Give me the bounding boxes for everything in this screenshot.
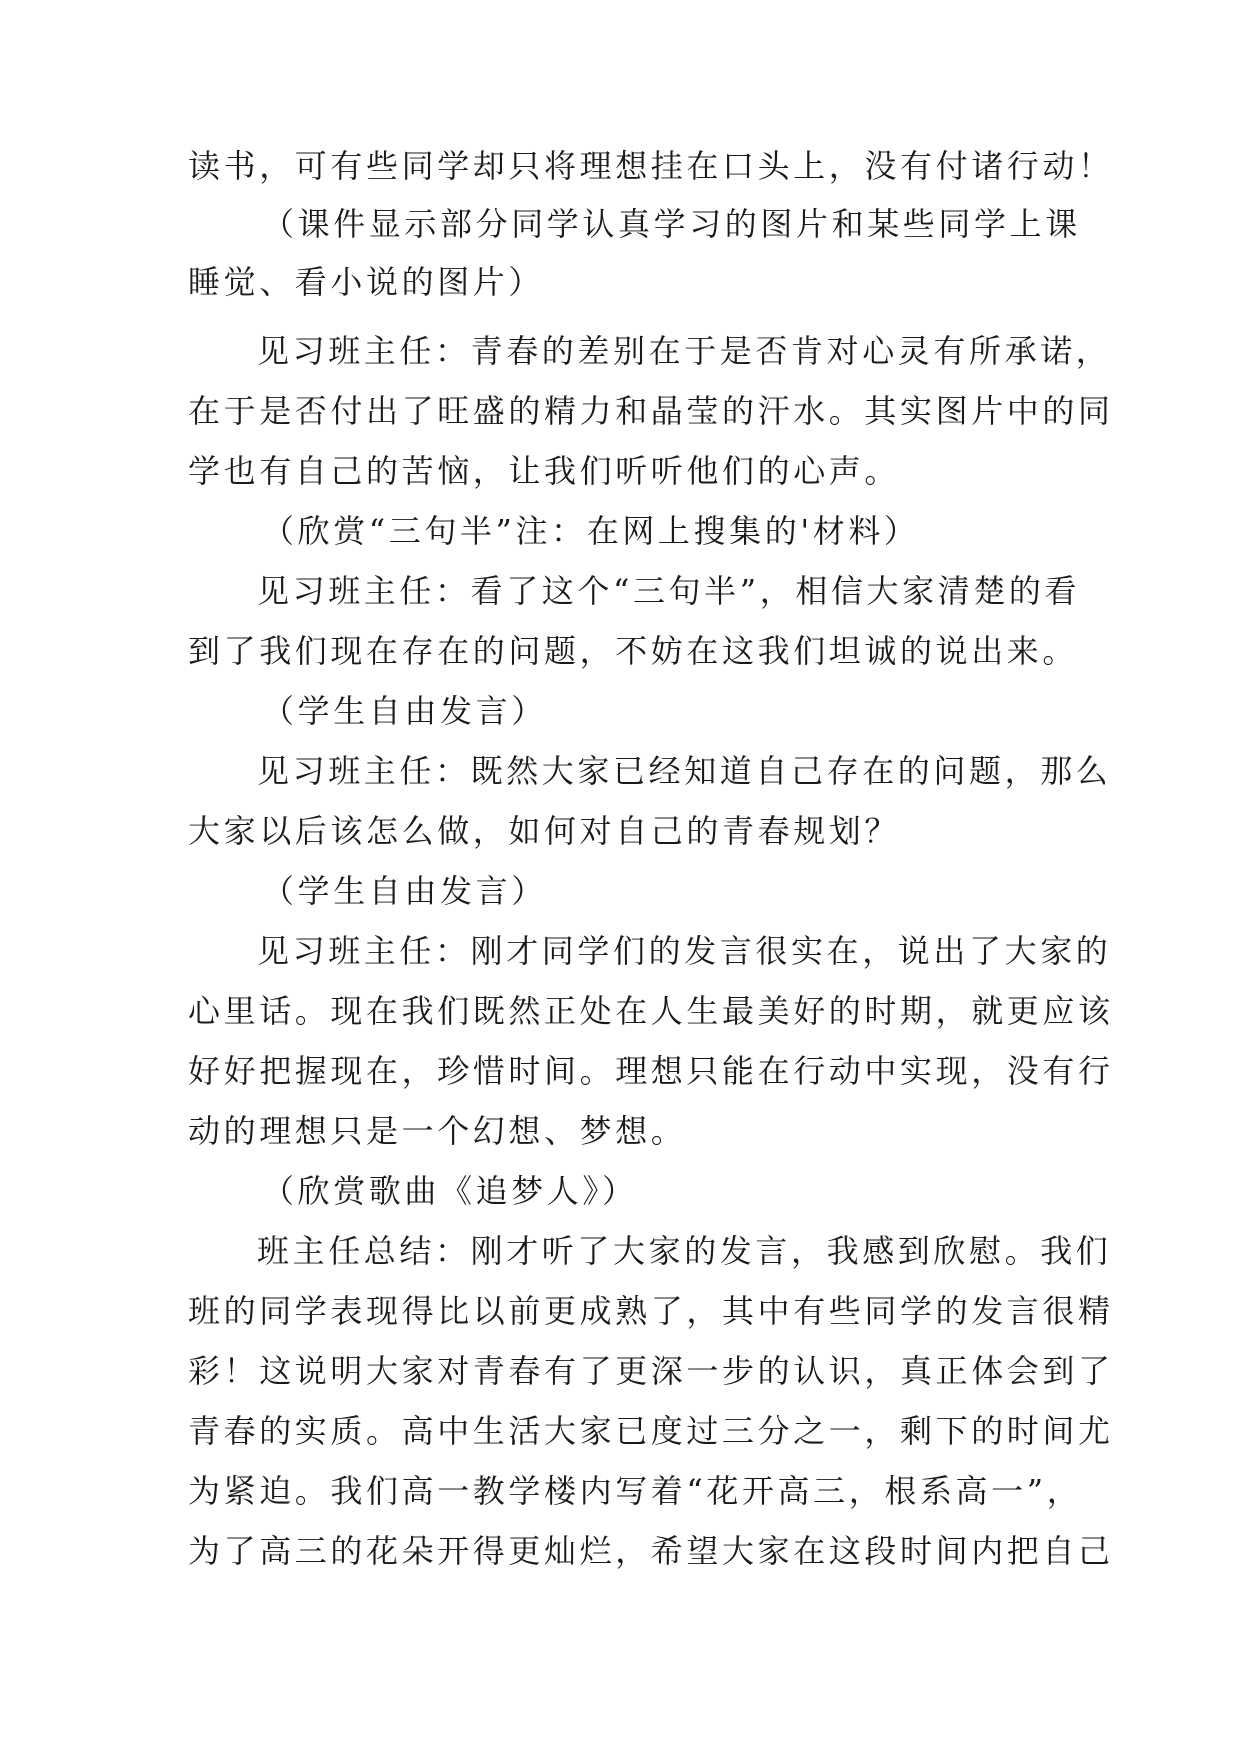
text-line: 见习班主任：看了这个“三句半”，相信大家清楚的看 (257, 572, 1081, 610)
text-line: （欣赏“三句半”注：在网上搜集的'材料） (262, 512, 920, 550)
text-line: 班的同学表现得比以前更成熟了，其中有些同学的发言很精 (188, 1292, 1114, 1330)
text-line: 读书，可有些同学却只将理想挂在口头上，没有付诸行动！ (188, 147, 1114, 185)
text-line: 睡觉、看小说的图片） (188, 263, 545, 301)
text-line: （学生自由发言） (262, 872, 547, 910)
text-line: 动的理想只是一个幻想、梦想。 (188, 1112, 687, 1150)
text-line: 好好把握现在，珍惜时间。理想只能在行动中实现，没有行 (188, 1052, 1114, 1090)
text-line: 为紧迫。我们高一教学楼内写着“花开高三，根系高一”， (188, 1472, 1083, 1510)
text-line: 青春的实质。高中生活大家已度过三分之一，剩下的时间尤 (188, 1412, 1114, 1450)
text-line: （欣赏歌曲《追梦人》） (262, 1172, 638, 1210)
text-line: 在于是否付出了旺盛的精力和晶莹的汗水。其实图片中的同 (188, 392, 1114, 430)
text-line: 班主任总结：刚才听了大家的发言，我感到欣慰。我们 (257, 1232, 1112, 1270)
text-line: 到了我们现在存在的问题，不妨在这我们坦诚的说出来。 (188, 632, 1079, 670)
text-line: （学生自由发言） (262, 692, 547, 730)
text-line: 见习班主任：青春的差别在于是否肯对心灵有所承诺， (257, 332, 1112, 370)
text-line: 学也有自己的苦恼，让我们听听他们的心声。 (188, 452, 901, 490)
text-line: 为了高三的花朵开得更灿烂，希望大家在这段时间内把自己 (188, 1532, 1114, 1570)
text-line: 大家以后该怎么做，如何对自己的青春规划？ (188, 812, 901, 850)
text-line: 见习班主任：刚才同学们的发言很实在，说出了大家的 (257, 932, 1112, 970)
text-line: 心里话。现在我们既然正处在人生最美好的时期，就更应该 (188, 992, 1114, 1030)
text-line: 彩！这说明大家对青春有了更深一步的认识，真正体会到了 (188, 1352, 1114, 1390)
text-line: 见习班主任：既然大家已经知道自己存在的问题，那么 (257, 752, 1112, 790)
text-line: （课件显示部分同学认真学习的图片和某些同学上课 (262, 205, 1081, 243)
